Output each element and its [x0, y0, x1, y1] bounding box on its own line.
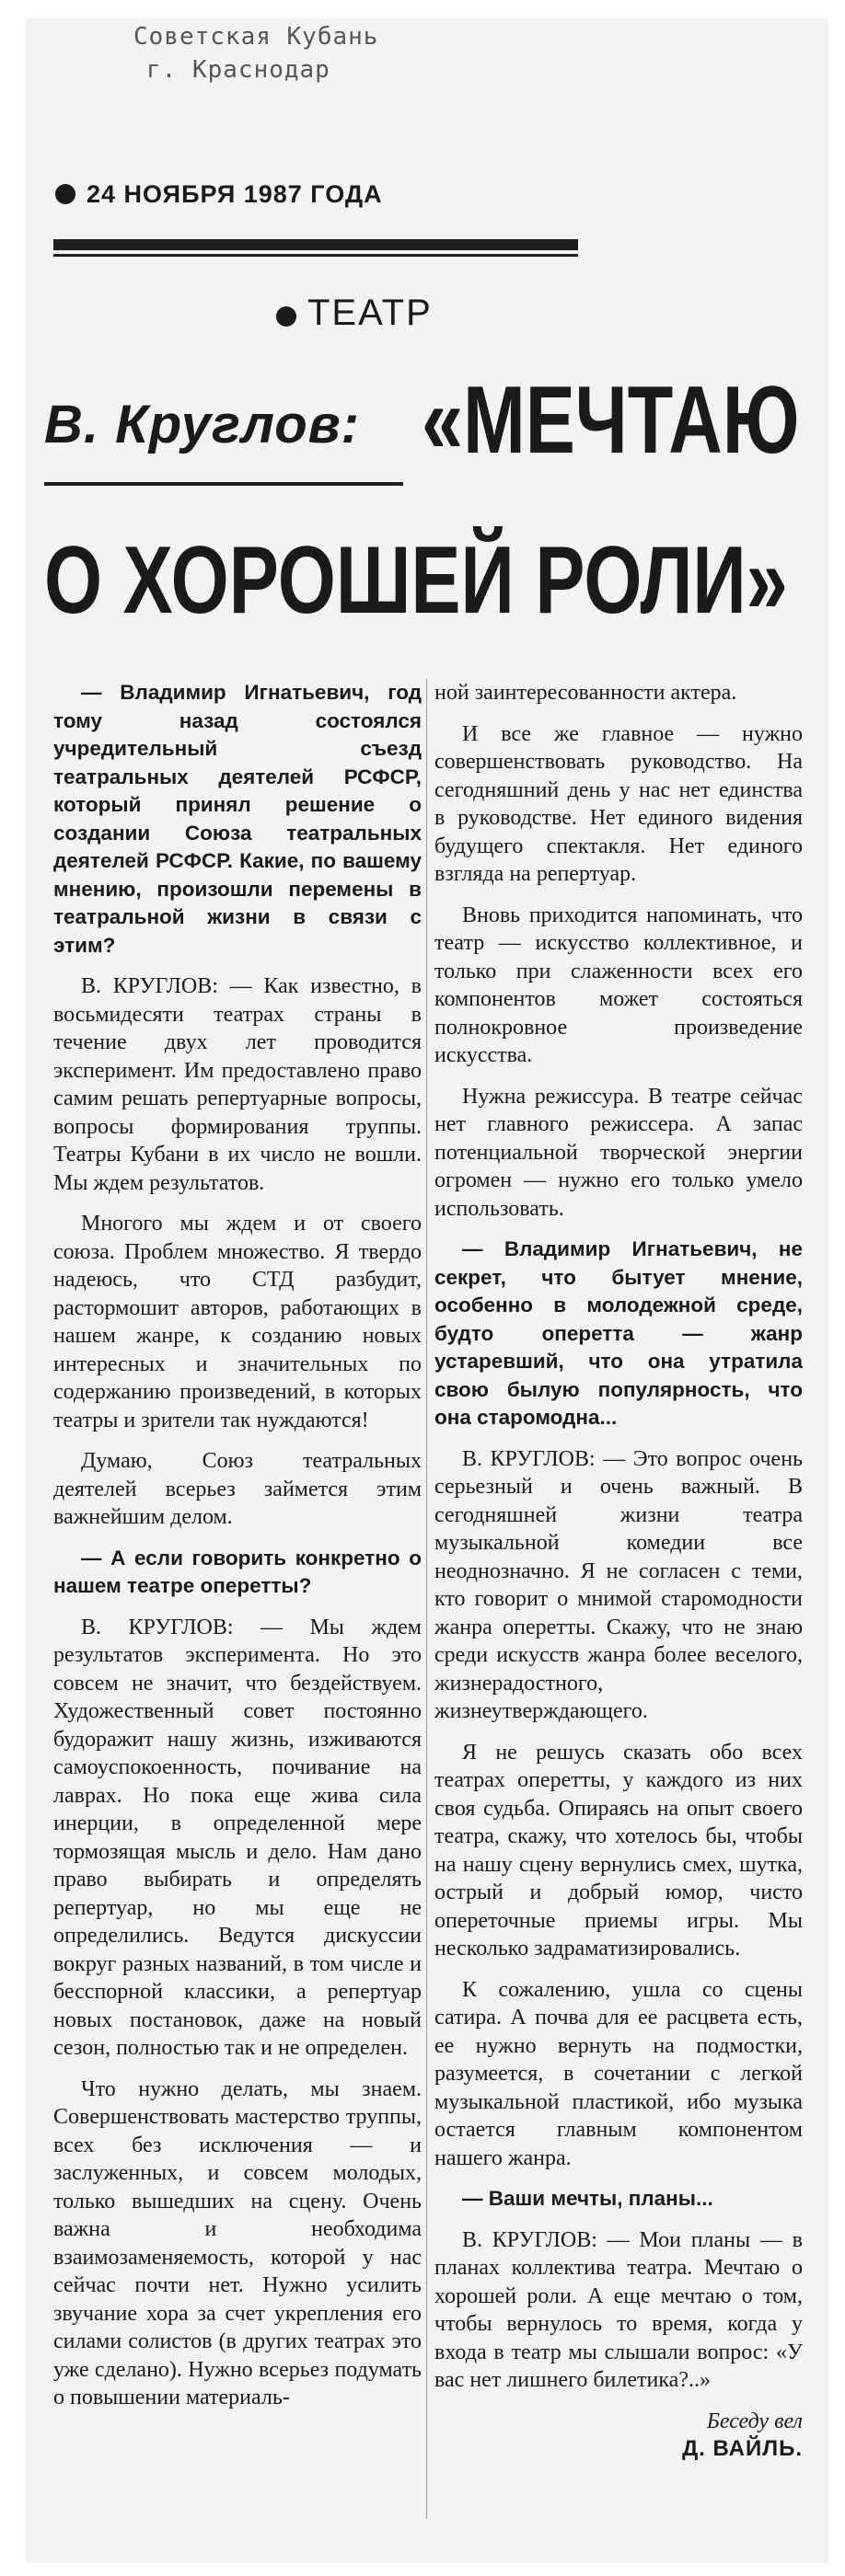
interview-answer: Многого мы ждем и от своего союза. Проблем множество. Я твердо надеюсь, что СТД разбудит, растормошит авторов, работающих в нашем жанре, к созданию новых интересных и значительных по содержанию произведений, в которых театры и зрители так нуждаются!	[53, 1212, 422, 1432]
interview-answer: Думаю, Союз театральных деятелей всерьез займется этим важнейшим делом.	[53, 1449, 422, 1529]
headline-row	[44, 361, 836, 499]
interview-answer: Нужна режиссура. В театре сейчас нет главного режиссера. А запас потенциальной творческой энергии огромен — нужно его только умело использовать.	[434, 1084, 803, 1221]
rubric-text: ТЕАТР	[307, 293, 433, 333]
author-underline	[44, 482, 403, 486]
interview-answer: Вновь приходится напоминать, что театр — искусство коллективное, и только при слаженности всех его компонентов может состояться полнокровное произведение искусства.	[434, 903, 803, 1067]
interview-answer: И все же главное — нужно совершенствовать руководство. На сегодняшний день у нас нет единства в руководстве. Нет единого видения будущего спектакля. Нет единого взгляда на репертуар.	[434, 721, 803, 886]
headline-title-line1: «МЕЧТАЮ	[422, 367, 800, 474]
interview-answer: В. КРУГЛОВ: — Мы ждем результатов эксперимента. Но это совсем не значит, что бездействуем. Художественный совет постоянно будоражит нашу жизнь, изживаются самоуспокоенность, почивание на лаврах. Но пока еще жива сила инерции, в определенной мере тормозящая мысль и дело. Нам дано право выбирать и определять репертуар, но мы еще не определились. Ведутся дискуссии вокруг разных названий, в том числе и бесспорной классики, а репертуар новых постановок, даже на новый сезон, полностью так и не определен.	[53, 1615, 422, 2060]
issue-date-text: 24 НОЯБРЯ 1987 ГОДА	[87, 180, 383, 208]
bullet-icon	[276, 306, 296, 327]
interview-question: — А если говорить конкретно о нашем театре оперетты?	[53, 1546, 422, 1597]
masthead-rule-thick	[53, 239, 578, 250]
interview-answer: В. КРУГЛОВ: — Это вопрос очень серьезный и очень важный. В сегодняшней жизни театра музыкальной комедии все неоднозначно. Я не согласен с теми, кто говорит о мнимой старомодности жанра оперетты. Скажу, что не знаю среди искусств жанра более веселого, жизнерадостного, жизнеутверждающего.	[434, 1446, 803, 1723]
interview-answer: В. КРУГЛОВ: — Как известно, в восьмидесяти театрах страны в течение двух лет проводится эксперимент. Им предоставлено право самим решать репертуарные вопросы, вопросы формирования труппы. Театры Кубани в их число не вошли. Мы ждем результатов.	[53, 974, 422, 1195]
headline-author: В. Круглов:	[44, 395, 360, 454]
stamp-city: г. Краснодар	[146, 56, 330, 84]
stamp-newspaper-name: Советская Кубань	[133, 23, 379, 51]
column-divider	[426, 679, 427, 2519]
headline-title-line2: О ХОРОШЕЙ РОЛИ»	[44, 527, 788, 634]
interview-question: — Владимир Игнатьевич, не секрет, что бытует мнение, особенно в молодежной среде, будто оперетта — жанр устаревший, что она утратила свою былую популярность, что она старомодна...	[434, 1237, 803, 1429]
issue-date	[55, 180, 383, 209]
interview-question: — Владимир Игнатьевич, год тому назад состоялся учредительный съезд театральных деятелей РСФСР, который принял решение о создании Союза театральных деятелей РСФСР. Какие, по вашему мнению, произошли перемены в театральной жизни в связи с этим?	[53, 681, 422, 957]
article-column-right	[434, 679, 803, 2464]
interview-answer: Я не решусь сказать обо всех театрах оперетты, у каждого из них своя судьба. Опираясь на опыт своего театра, скажу, что хотелось бы, чтобы на нашу сцену вернулись смех, шутка, острый и добрый юмор, чисто опереточные приемы игры. Мы несколько задраматизировались.	[434, 1740, 803, 1961]
byline-name: Д. ВАЙЛЬ.	[682, 2436, 803, 2461]
interview-answer: В. КРУГЛОВ: — Мои планы — в планах коллектива театра. Мечтаю о хорошей роли. А еще мечтаю о том, чтобы вернулось то время, когда у входа в театр мы слышали вопрос: «У вас нет лишнего билетика?..»	[434, 2227, 803, 2392]
masthead-rule-thin	[53, 254, 578, 257]
interview-answer: Что нужно делать, мы знаем. Совершенствовать мастерство труппы, всех без исключения — и заслуженных, и совсем молодых, только вышедших на сцену. Очень важна и необходима взаимозаменяемость, которой у нас сейчас почти нет. Нужно усилить звучание хора за счет укрепления его силами солистов (в других театрах это уже сделано). Нужно всерьез подумать о повышении материаль-	[53, 2076, 422, 2409]
interview-question: — Ваши мечты, планы...	[462, 2187, 713, 2210]
article-column-left	[53, 679, 422, 2425]
section-rubric	[276, 293, 433, 334]
interview-answer: К сожалению, ушла со сцены сатира. А почва для ее расцвета есть, ее нужно вернуть на подмостки, разумеется, в сочетании с легкой музыкальной пластикой, ибо музыка остается главным компонентом нашего жанра.	[434, 1977, 803, 2170]
byline	[434, 2408, 803, 2464]
library-stamp	[133, 20, 410, 86]
byline-label: Беседу вел	[706, 2409, 803, 2433]
interview-answer: ной заинтересованности актера.	[434, 681, 737, 705]
bullet-icon	[55, 184, 75, 204]
